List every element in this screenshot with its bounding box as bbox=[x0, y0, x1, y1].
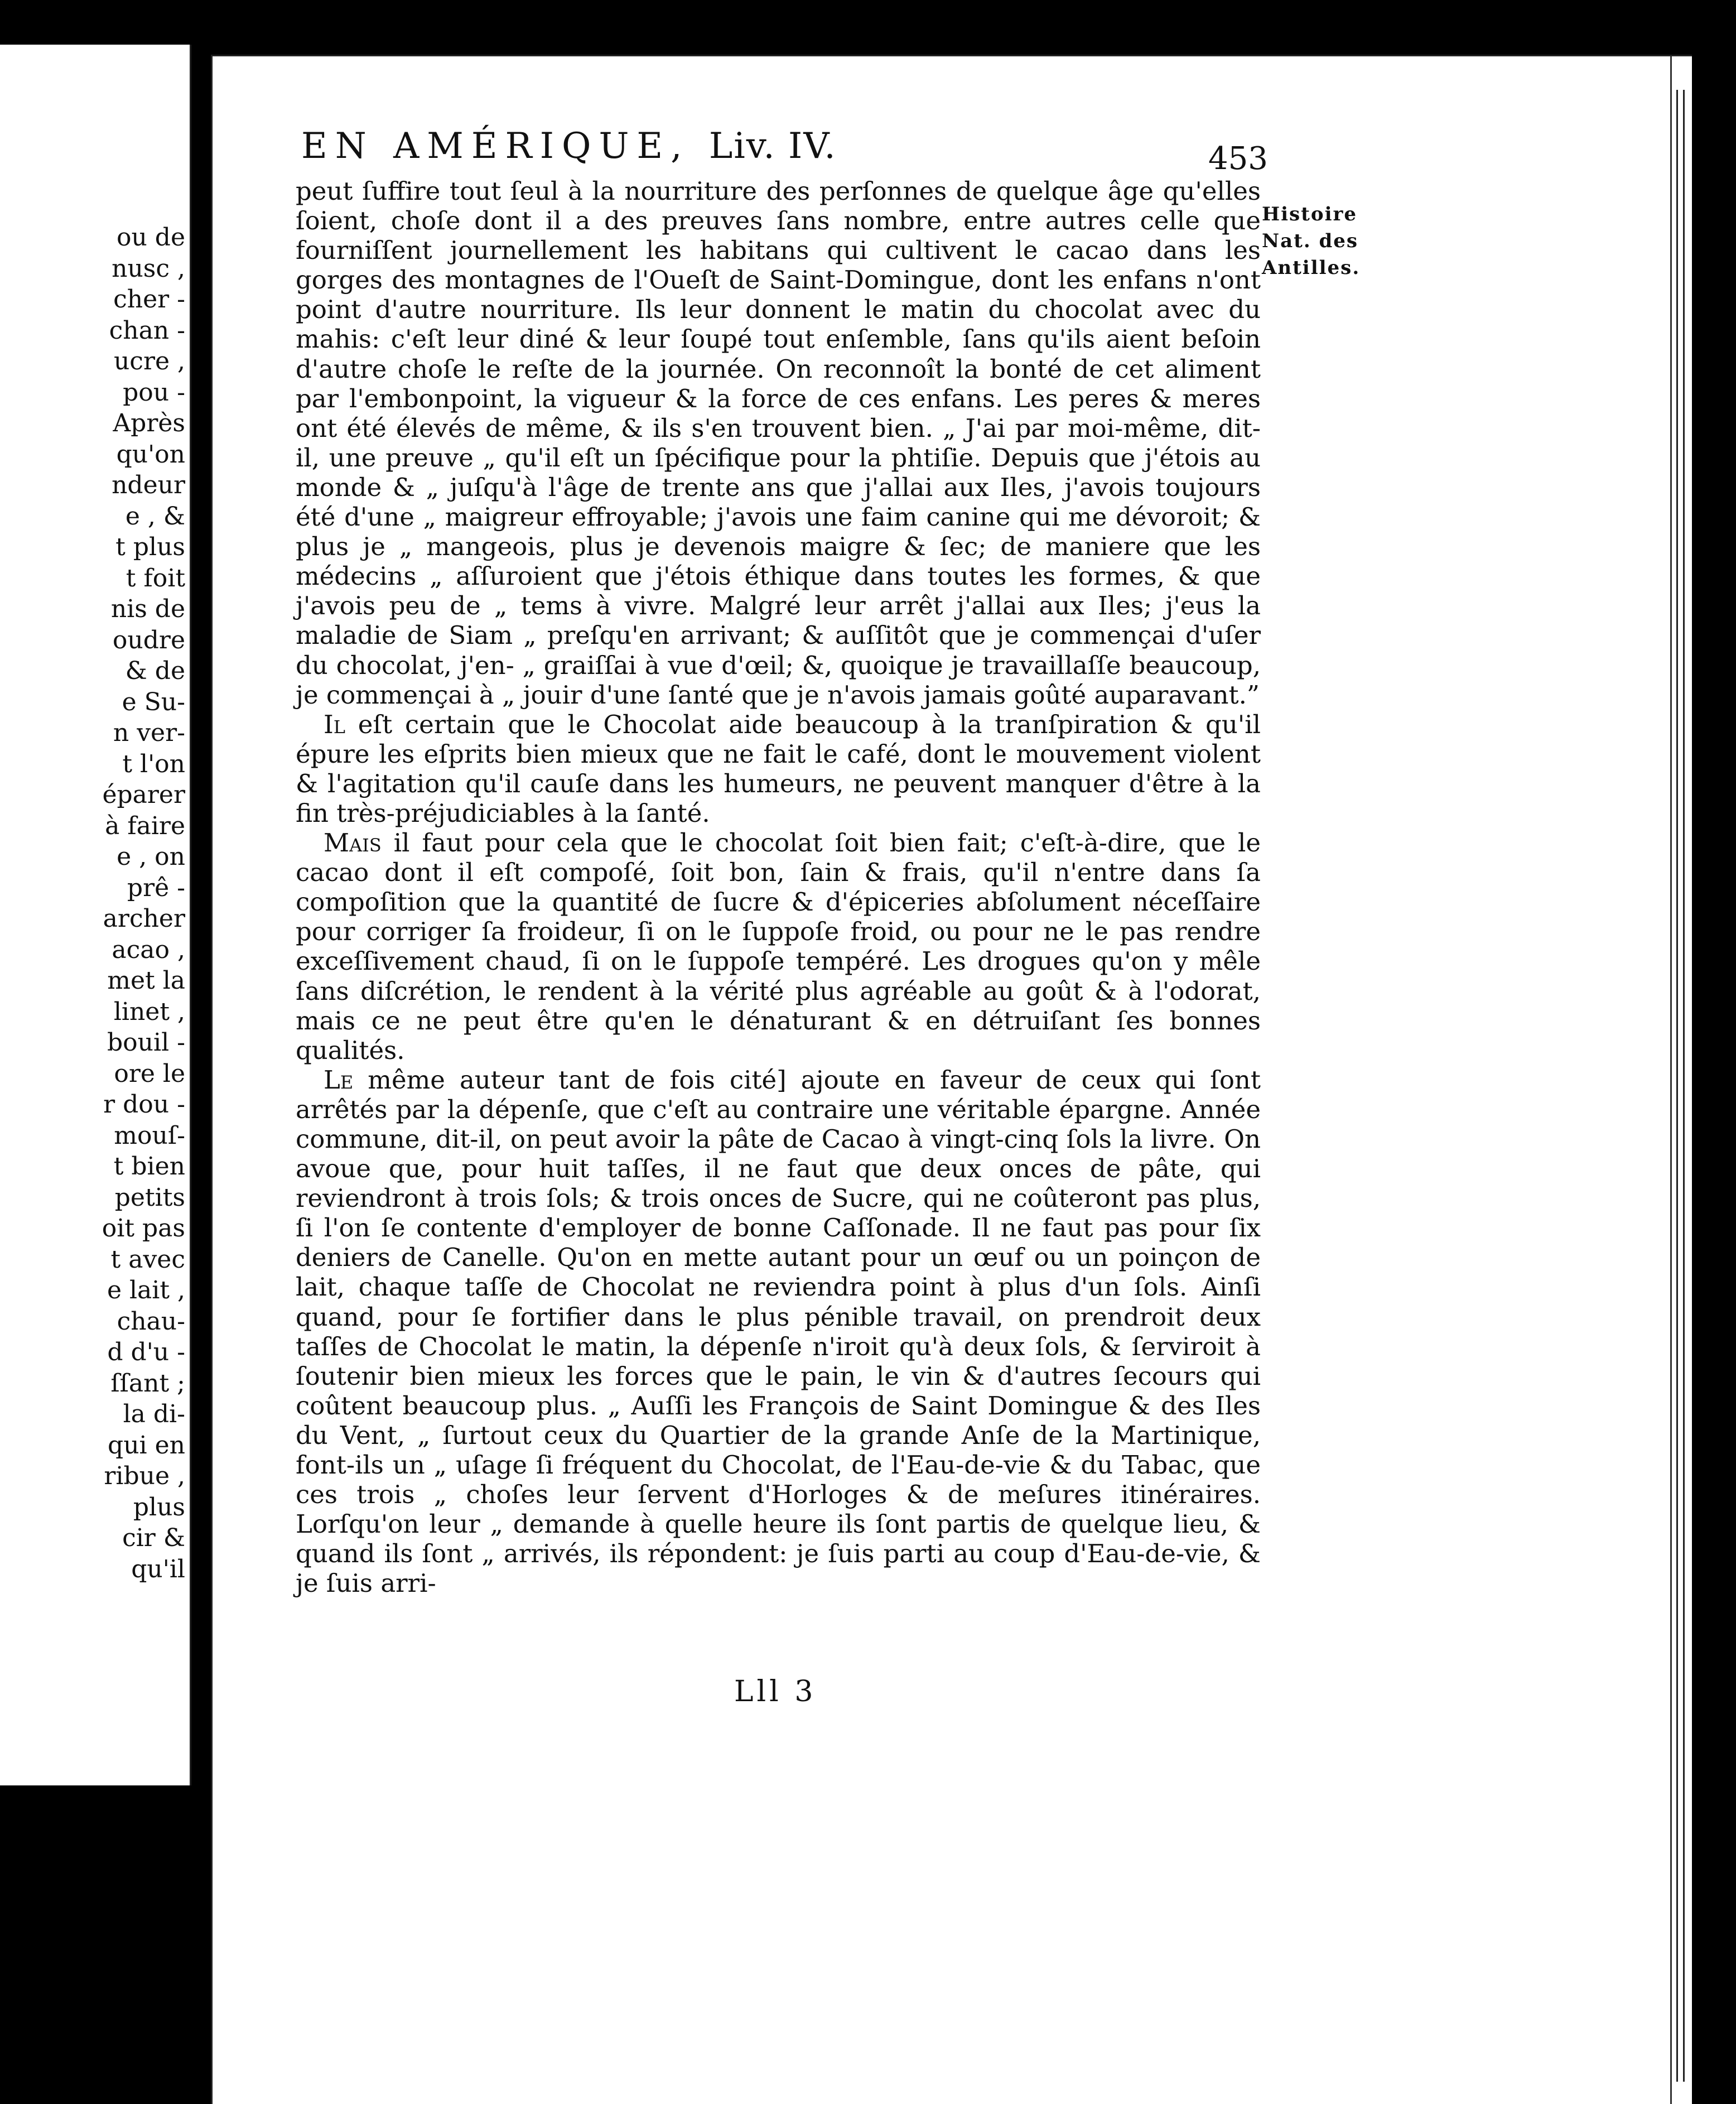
signature-mark: Lll 3 bbox=[734, 1675, 817, 1708]
edge-line bbox=[1676, 90, 1678, 2082]
facing-page-line: e lait , bbox=[107, 1276, 185, 1304]
facing-page-line: qui en bbox=[108, 1431, 185, 1460]
paragraph bbox=[296, 710, 1261, 828]
facing-page-fragment bbox=[0, 45, 191, 1785]
paragraph bbox=[296, 828, 1261, 1065]
facing-page-line: oit pas bbox=[102, 1214, 185, 1243]
facing-page-line: e , & bbox=[125, 502, 185, 531]
facing-page-line: plus bbox=[133, 1492, 185, 1522]
facing-page-line: petits bbox=[114, 1183, 185, 1212]
facing-page-line: Après bbox=[113, 409, 185, 437]
facing-page-line: mouſ- bbox=[114, 1121, 185, 1150]
facing-page-line: ore le bbox=[114, 1059, 185, 1088]
facing-page-line: linet , bbox=[113, 997, 185, 1026]
facing-page-line: archer bbox=[103, 904, 185, 933]
facing-page-line: à faire bbox=[105, 811, 185, 840]
facing-page-line: met la bbox=[107, 966, 185, 995]
facing-page-line: prê - bbox=[127, 873, 185, 902]
paragraph-text: même auteur tant de fois cité] ajoute en faveur de ceux qui ſont arrêtés par la dépenſe, que c'eſt au contraire une véritable épargne. Année commune, dit-il, on peut avoir la pâte de Cacao à vingt-cinq ſols la livre. On avoue que, pour huit taſſes, il ne faut que deux onces de pâte, qui reviendront à trois ſols; & trois onces de Sucre, qui ne coûteront pas plus, ſi l'on ſe contente d'employer de bonne Caſſonade. Il ne faut pas pour ſix deniers de Canelle. Qu'on en mette autant pour un œuf ou un poinçon de lait, chaque taſſe de Chocolat ne reviendra point à plus d'un ſols. Ainſi quand, pour ſe fortifier dans le plus pénible travail, on prendroit deux taſſes de Chocolat le matin, la dépenſe n'iroit qu'à deux ſols, & ſerviroit à ſoutenir bien mieux les forces que le pain, le vin & d'autres ſecours qui coûtent beaucoup plus. „ Auſſi les François de Saint Domingue & des Iles du Vent, „ ſurtout ceux du Quartier de la grande Anſe de la Martinique, font-ils un „ uſage ſi fréquent du Chocolat, de l'Eau-de-vie & du Tabac, que ces trois „ choſes leur ſervent d'Horloges & de meſures itinéraires. Lorſqu'on leur „ demande à quelle heure ils ſont partis de quelque lieu, & quand ils ſont „ arrivés, ils répondent: je ſuis parti au coup d'Eau-de-vie, & je ſuis arri- bbox=[296, 1065, 1261, 1599]
facing-page-line: oudre bbox=[112, 625, 185, 654]
body-text bbox=[296, 176, 1261, 1599]
paragraph bbox=[296, 176, 1261, 710]
facing-page-line: ou de bbox=[116, 223, 185, 252]
paragraph bbox=[296, 1065, 1261, 1599]
edge-line bbox=[1683, 90, 1685, 2082]
facing-page-line: t foit bbox=[126, 564, 185, 593]
paragraph-text: eſt certain que le Chocolat aide beaucoup à la tranſpiration & qu'il épure les eſprits bien mieux que ne fait le café, dont le mouvement violent & l'agitation qu'il cauſe dans les humeurs, ne peuvent manquer d'être à la fin très-préjudiciables à la ſanté. bbox=[296, 709, 1261, 828]
facing-page-line: la di- bbox=[123, 1400, 185, 1428]
facing-page-line: & de bbox=[125, 657, 185, 685]
margin-note-line: Histoire bbox=[1262, 203, 1358, 225]
facing-page-line: chan - bbox=[109, 316, 185, 345]
facing-page-line: acao , bbox=[112, 935, 185, 964]
page-edge bbox=[1670, 56, 1692, 2104]
margin-note bbox=[1262, 201, 1360, 281]
facing-page-line: t l'on bbox=[122, 749, 185, 778]
facing-page-line: éparer bbox=[102, 781, 185, 809]
facing-page-line: d d'u - bbox=[107, 1338, 185, 1366]
running-head bbox=[301, 126, 1250, 167]
facing-page-line: n ver- bbox=[113, 719, 185, 747]
facing-page-line: cher - bbox=[113, 285, 185, 314]
facing-page-line: bouil - bbox=[107, 1028, 185, 1057]
facing-page-line: ucre , bbox=[113, 347, 185, 375]
paragraph-text: il faut pour cela que le chocolat ſoit bien fait; c'eſt-à-dire, que le cacao dont il eſt compoſé, ſoit bon, ſain & frais, qu'il n'entre dans ſa compoſition que la quantité de ſucre & d'épiceries abſolument néceſſaire pour corriger ſa froideur, ſi on le ſuppoſe froid, ou pour ne le pas rendre exceſſivement chaud, ſi on le ſuppoſe tempéré. Les drogues qu'on y mêle ſans diſcrétion, le rendent à la vérité plus agréable au goût & à l'odorat, mais ce ne peut être qu'en le dénaturant & en détruiſant ſes bonnes qualités. bbox=[296, 828, 1261, 1065]
facing-page-line: t bien bbox=[113, 1152, 185, 1181]
facing-page-line: nis de bbox=[110, 595, 185, 623]
facing-page-line: t plus bbox=[115, 533, 185, 561]
margin-note-line: Nat. des bbox=[1262, 230, 1359, 252]
paragraph-initial: Le bbox=[324, 1065, 354, 1095]
facing-page-line: nusc , bbox=[112, 254, 185, 283]
running-head-title: EN AMÉRIQUE, bbox=[301, 126, 690, 167]
paragraph-text: peut ſuffire tout ſeul à la nourriture des perſonnes de quelque âge qu'elles ſoient, choſe dont il a des preuves ſans nombre, entre autres celle que fourniſſent journellement les habitans qui cultivent le cacao dans les gorges des montagnes de l'Oueſt de Saint-Domingue, dont les enfans n'ont point d'autre nourriture. Ils leur donnent le matin du chocolat avec du mahis: c'eſt leur diné & leur ſoupé tout enſemble, ſans qu'ils aient beſoin d'autre choſe le reſte de la journée. On reconnoît la bonté de cet aliment par l'embonpoint, la vigueur & la force de ces enfans. Les peres & meres ont été élevés de même, & ils s'en trouvent bien. „ J'ai par moi-même, dit-il, une preuve „ qu'il eſt un ſpécifique pour la phtiſie. Depuis que j'étois au monde & „ juſqu'à l'âge de trente ans que j'allai aux Iles, j'avois toujours été d'une „ maigreur effroyable; j'avois une faim canine qui me dévoroit; & plus je „ mangeois, plus je devenois maigre & ſec; de maniere que les médecins „ aſſuroient que j'étois éthique dans toutes les formes, & que j'avois peu de „ tems à vivre. Malgré leur arrêt j'allai aux Iles; j'eus la maladie de Siam „ preſqu'en arrivant; & auſſitôt que je commençai d'uſer du chocolat, j'en- „ graiſſai à vue d'œil; &, quoique je travaillaſſe beaucoup, je commençai à „ jouir d'une ſanté que je n'avois jamais goûté auparavant.” bbox=[296, 176, 1261, 710]
facing-page-line: ſſant ; bbox=[110, 1369, 185, 1398]
facing-page-line: r dou - bbox=[103, 1090, 185, 1119]
facing-page-line: ribue , bbox=[104, 1462, 185, 1490]
paragraph-initial: Il bbox=[324, 709, 346, 739]
margin-note-line: Antilles. bbox=[1262, 257, 1361, 279]
facing-page-line: qu'on bbox=[116, 440, 185, 469]
page-number: 453 bbox=[1208, 141, 1268, 177]
paragraph-initial: Mais bbox=[324, 828, 382, 858]
facing-page-line: chau- bbox=[117, 1307, 185, 1336]
facing-page-line: e Su- bbox=[122, 687, 185, 716]
facing-page-line: qu'il bbox=[131, 1554, 185, 1583]
facing-page-line: e , on bbox=[117, 842, 185, 871]
running-head-book: Liv. IV. bbox=[708, 126, 837, 167]
facing-page-line: t avec bbox=[110, 1245, 185, 1274]
facing-page-line: pou - bbox=[123, 378, 185, 407]
facing-page-line: cir & bbox=[122, 1524, 185, 1552]
facing-page-line: ndeur bbox=[112, 471, 185, 499]
